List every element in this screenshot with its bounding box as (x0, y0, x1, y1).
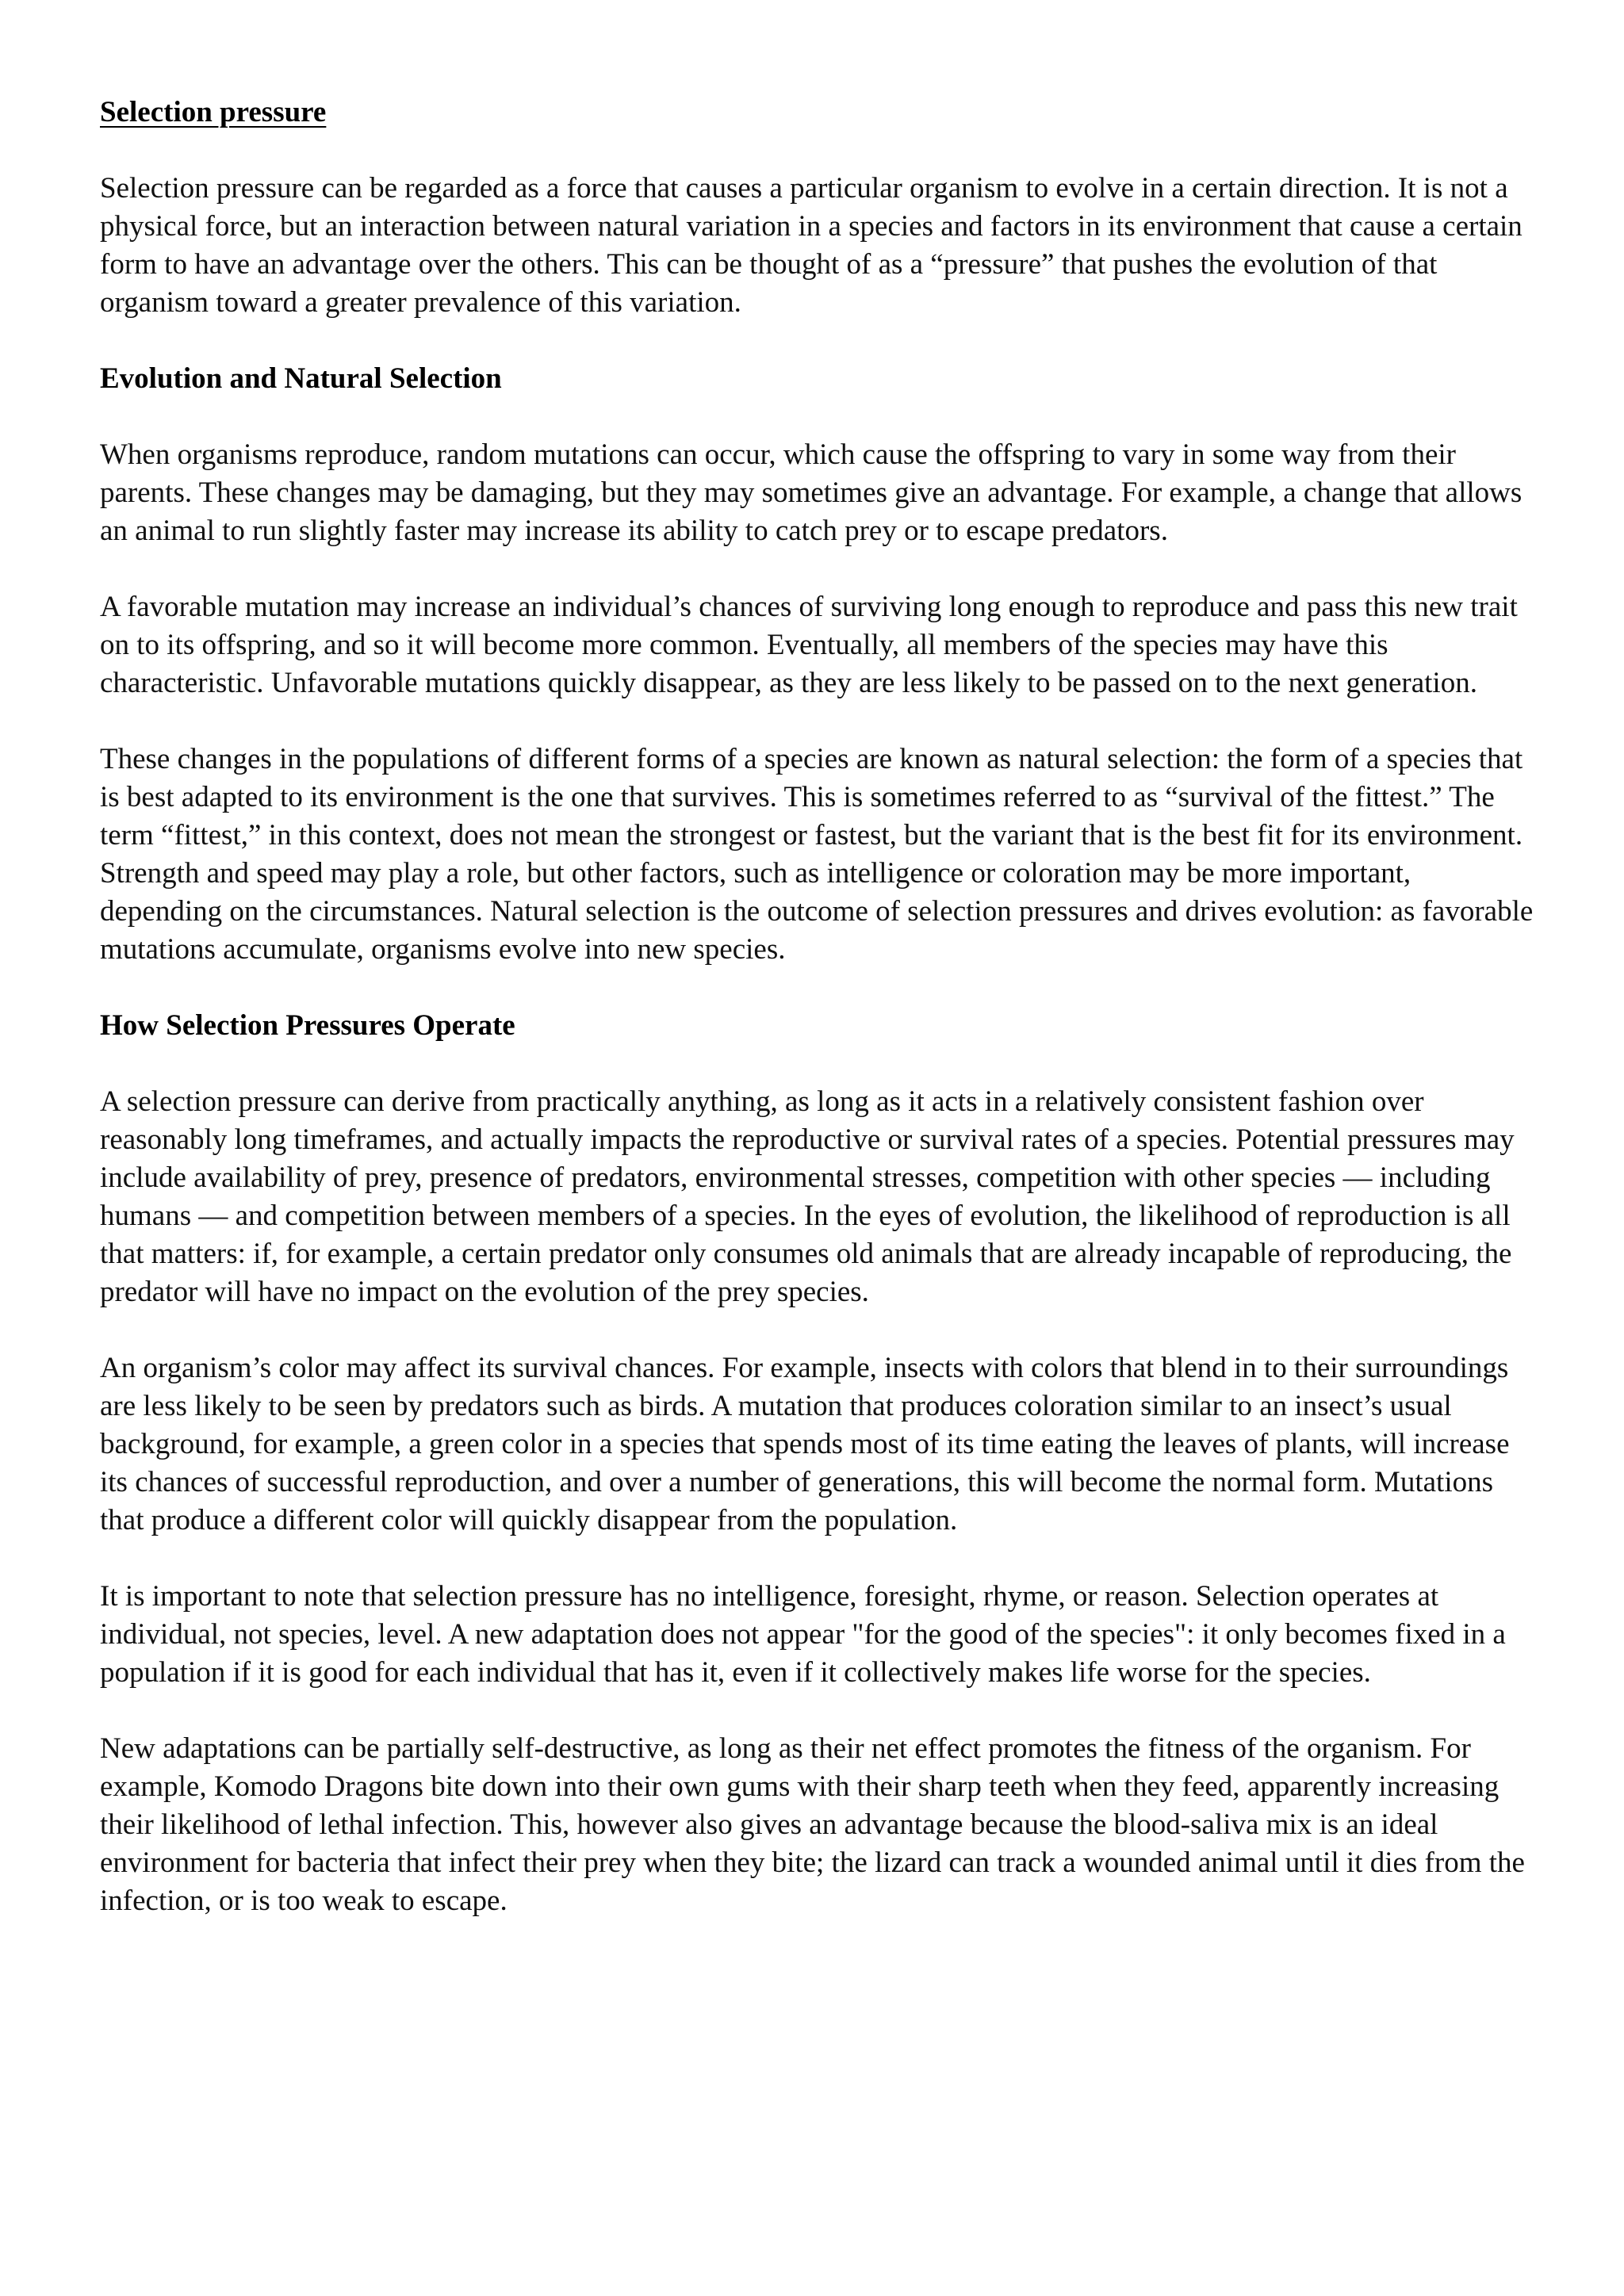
paragraph: New adaptations can be partially self-destructive, as long as their net effect promotes the fitness of the organism. For example, Komodo Dragons bite down into their own gums with their sharp teeth when they feed, apparently increasing their likelihood of lethal infection. This, however also gives an advantage because the blood-saliva mix is an ideal environment for bacteria that infect their prey when they bite; the lizard can track a wounded animal until it dies from the infection, or is too weak to escape. (100, 1732, 1525, 1917)
section-how-selection-pressures-operate (100, 1007, 1537, 1920)
paragraph: These changes in the populations of different forms of a species are known as natural selection: the form of a species that is best adapted to its environment is the one that survives. This is sometimes referred to as “survival of the fittest.” The term “fittest,” in this context, does not mean the strongest or fastest, but the variant that is the best fit for its environment. Strength and speed may play a role, but other factors, such as intelligence or coloration may be more important, depending on the circumstances. Natural selection is the outcome of selection pressures and drives evolution: as favorable mutations accumulate, organisms evolve into new species. (100, 743, 1534, 966)
page-title: Selection pressure (100, 96, 327, 128)
section-intro (100, 170, 1537, 322)
paragraph: When organisms reproduce, random mutations can occur, which cause the offspring to vary in some way from their parents. These changes may be damaging, but they may sometimes give an advantage. For example, a change that allows an animal to run slightly faster may increase its ability to catch prey or to escape predators. (100, 438, 1522, 547)
paragraph: A favorable mutation may increase an individual’s chances of surviving long enough to reproduce and pass this new trait on to its offspring, and so it will become more common. Eventually, all members of the species may have this characteristic. Unfavorable mutations quickly disappear, as they are less likely to be passed on to the next generation. (100, 591, 1518, 699)
paragraph: A selection pressure can derive from practically anything, as long as it acts in a relatively consistent fashion over reasonably long timeframes, and actually impacts the reproductive or survival rates of a species. Potential pressures may include availability of prey, presence of predators, environmental stresses, competition with other species — including humans — and competition between members of a species. In the eyes of evolution, the likelihood of reproduction is all that matters: if, for example, a certain predator only consumes old animals that are already incapable of reproducing, the predator will have no impact on the evolution of the prey species. (100, 1085, 1515, 1308)
document-page (100, 94, 1537, 1958)
section-evolution-and-natural-selection (100, 360, 1537, 969)
section-heading: How Selection Pressures Operate (100, 1009, 515, 1042)
paragraph: Selection pressure can be regarded as a force that causes a particular organism to evolve in a certain direction. It is not a physical force, but an interaction between natural variation in a species and factors in its environment that cause a certain form to have an advantage over the others. This can be thought of as a “pressure” that pushes the evolution of that organism toward a greater prevalence of this variation. (100, 172, 1522, 319)
paragraph: An organism’s color may affect its survival chances. For example, insects with colors that blend in to their surroundings are less likely to be seen by predators such as birds. A mutation that produces coloration similar to an insect’s usual background, for example, a green color in a species that spends most of its time eating the leaves of plants, will increase its chances of successful reproduction, and over a number of generations, this will become the normal form. Mutations that produce a different color will quickly disappear from the population. (100, 1352, 1510, 1536)
paragraph: It is important to note that selection pressure has no intelligence, foresight, rhyme, or reason. Selection operates at individual, not species, level. A new adaptation does not appear "for the good of the species": it only becomes fixed in a population if it is good for each individual that has it, even if it collectively makes life worse for the species. (100, 1580, 1506, 1689)
section-heading: Evolution and Natural Selection (100, 362, 502, 395)
